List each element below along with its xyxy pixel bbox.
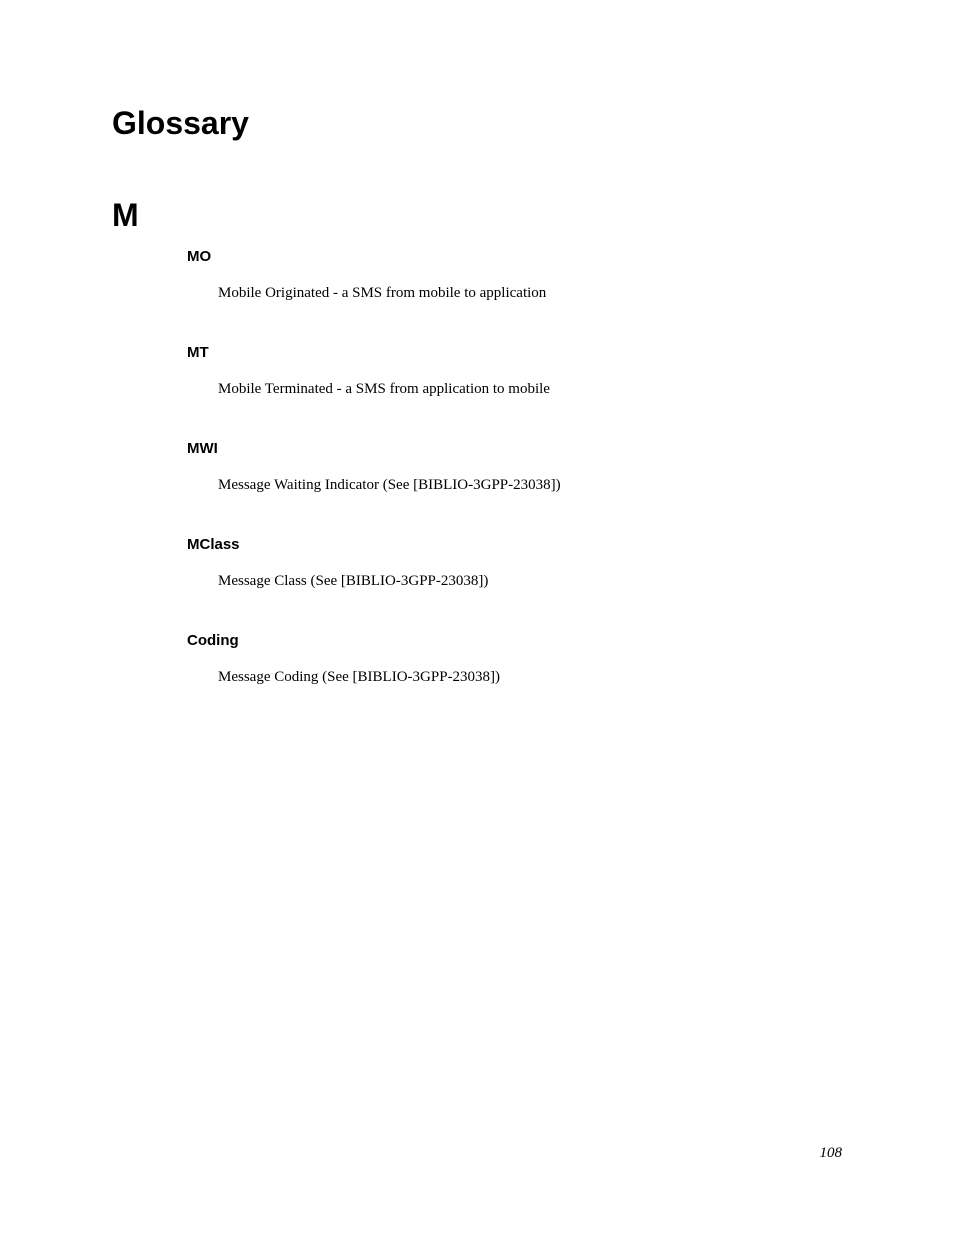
- glossary-entry-list: [187, 247, 867, 727]
- glossary-definition: Message Class (See [BIBLIO-3GPP-23038]): [218, 573, 489, 589]
- glossary-term: MClass: [187, 536, 240, 553]
- glossary-entry-mwi: [187, 439, 867, 535]
- section-heading-m: M: [112, 197, 139, 233]
- glossary-entry-coding: [187, 631, 867, 727]
- glossary-entry-mt: [187, 343, 867, 439]
- page-title: Glossary: [112, 105, 249, 141]
- glossary-entry-mclass: [187, 535, 867, 631]
- glossary-term: MWI: [187, 440, 218, 457]
- glossary-term: MO: [187, 248, 212, 265]
- glossary-definition: Message Waiting Indicator (See [BIBLIO-3GPP-23038]): [218, 477, 561, 493]
- glossary-definition: Message Coding (See [BIBLIO-3GPP-23038]): [218, 669, 501, 685]
- glossary-definition: Mobile Terminated - a SMS from application to mobile: [218, 381, 550, 397]
- glossary-definition: Mobile Originated - a SMS from mobile to application: [218, 285, 547, 301]
- glossary-term: Coding: [187, 632, 239, 649]
- page-number: 108: [819, 1145, 842, 1161]
- glossary-term: MT: [187, 344, 209, 361]
- glossary-entry-mo: [187, 247, 867, 343]
